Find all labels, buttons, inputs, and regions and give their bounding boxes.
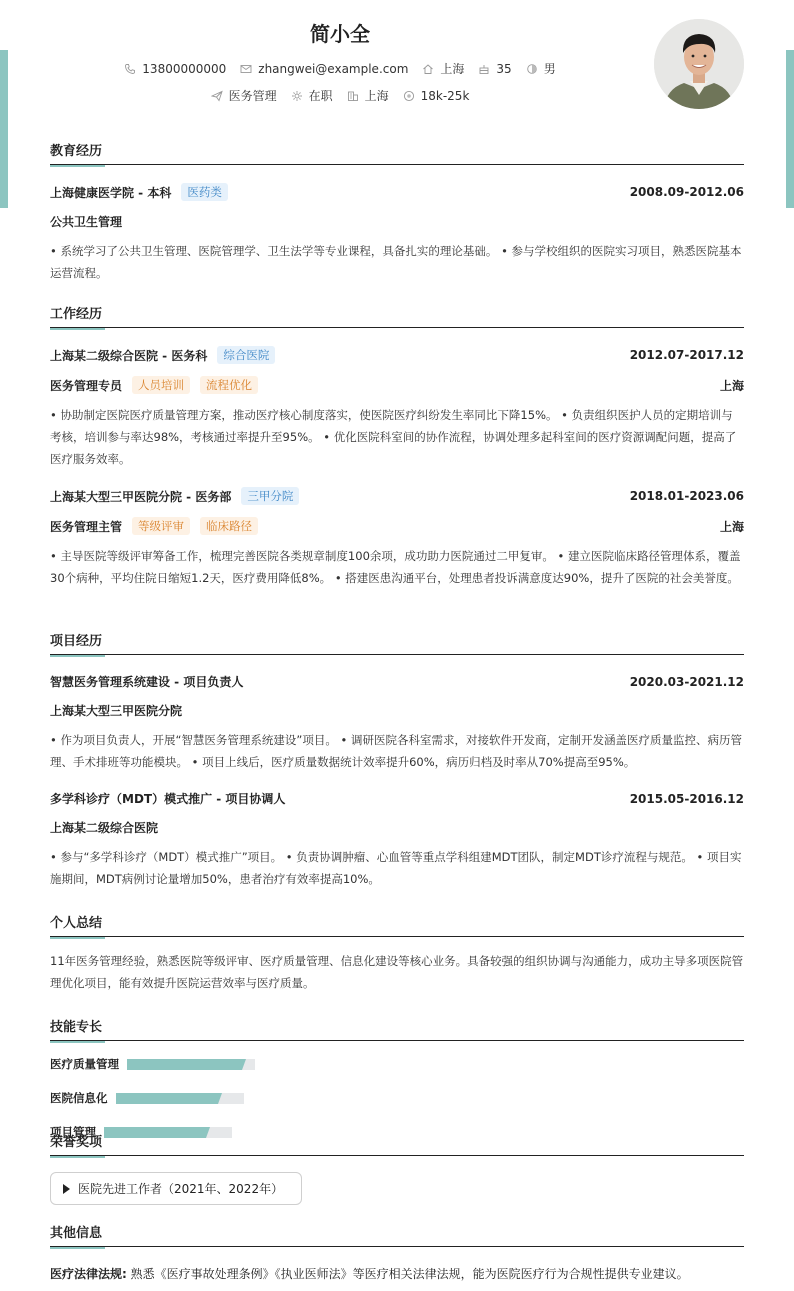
gender-icon	[526, 63, 538, 75]
project-desc: • 作为项目负责人，开展“智慧医务管理系统建设”项目。 • 调研医院各科室需求，对接软件开发商，定制开发涵盖医疗质量监控、病历管理、手术排班等功能模块。 • 项目上线后，医疗质量数据统计效率提升60%，病历归档及时率从70%提高至95%。	[50, 733, 742, 769]
project-org-row	[50, 819, 744, 836]
project-desc: • 参与“多学科诊疗（MDT）模式推广”项目。 • 负责协调肿瘤、心血管等重点学科组建MDT团队，制定MDT诊疗流程与规范。 • 项目实施期间，MDT病例讨论量增加50%，患者治疗有效率提高10%。	[50, 850, 742, 886]
target-city-info	[347, 87, 389, 104]
project-date: 2015.05-2016.12	[629, 791, 744, 806]
work-entry-header	[50, 346, 744, 364]
building-icon	[347, 90, 359, 102]
send-icon	[211, 90, 223, 102]
company-name: 上海某大型三甲医院分院 - 医务部	[50, 489, 232, 504]
contact-row	[0, 60, 680, 77]
skill-name: 医疗质量管理	[50, 1057, 119, 1071]
project-org: 上海某二级综合医院	[50, 821, 159, 835]
role-name: 医务管理专员	[50, 378, 123, 393]
award-text: 医院先进工作者（2021年、2022年）	[78, 1182, 284, 1196]
candidate-name: 简小全	[310, 22, 370, 46]
company-tag: 三甲分院	[241, 487, 299, 505]
summary-section	[50, 912, 744, 994]
project-name: 智慧医务管理系统建设 - 项目负责人	[50, 675, 244, 689]
skill-tag: 等级评审	[132, 517, 190, 535]
section-title-education: 教育经历	[50, 140, 744, 165]
project-section	[50, 630, 744, 890]
awards-section	[50, 1131, 744, 1205]
skill-tag: 人员培训	[132, 376, 190, 394]
accent-bar-right	[786, 50, 794, 208]
skill-item	[50, 1089, 404, 1107]
section-title-work: 工作经历	[50, 303, 744, 328]
work-desc: • 主导医院等级评审筹备工作，梳理完善医院各类规章制度100余项，成功助力医院通过二甲复审。 • 建立医院临床路径管理体系，覆盖30个病种，平均住院日缩短1.2天，医疗费用降低8%。 • 搭建医患沟通平台，处理患者投诉满意度达90%，提升了医院的社会美誉度。	[50, 549, 741, 585]
section-title-skills: 技能专长	[50, 1016, 744, 1041]
skill-name: 医院信息化	[50, 1091, 108, 1105]
city-info	[422, 60, 464, 77]
age-info	[478, 62, 511, 76]
project-header	[50, 673, 744, 690]
other-section	[50, 1222, 744, 1282]
project-date: 2020.03-2021.12	[629, 674, 744, 689]
summary-text: 11年医务管理经验，熟悉医院等级评审、医疗质量管理、信息化建设等核心业务。具备较强的组织协调与沟通能力，成功主导多项医院管理优化项目，能有效提升医院运营效率与医疗质量。	[50, 954, 744, 990]
skill-tag: 流程优化	[200, 376, 258, 394]
work-section	[50, 303, 744, 589]
major-row	[50, 213, 744, 230]
project-org: 上海某大型三甲医院分院	[50, 704, 183, 718]
skill-item	[50, 1055, 404, 1073]
skill-bar-track	[116, 1093, 244, 1104]
other-label: 医疗法律法规:	[50, 1267, 127, 1281]
work-desc: • 协助制定医院医疗质量管理方案，推动医疗核心制度落实，使医院医疗纠纷发生率同比下降15%。 • 负责组织医护人员的定期培训与考核，培训参与率达98%，考核通过率提升至95%。 • 优化医院科室间的协作流程，协调处理多起科室间的医疗资源调配问题，提高了医疗服务效率。	[50, 408, 737, 466]
skill-bar-fill	[116, 1093, 218, 1104]
gender-info	[526, 60, 556, 77]
status-text: 在职	[308, 89, 333, 103]
education-section	[50, 140, 744, 284]
major-name: 公共卫生管理	[50, 215, 123, 229]
work-entry-header	[50, 487, 744, 505]
phone-info	[124, 62, 226, 76]
role-row	[50, 517, 744, 535]
gender-text: 男	[543, 62, 556, 76]
project-header	[50, 790, 744, 807]
salary-info	[403, 89, 470, 103]
work-date: 2012.07-2017.12	[629, 348, 744, 362]
skill-tag: 临床路径	[200, 517, 258, 535]
status-icon	[291, 90, 303, 102]
salary-text: 18k-25k	[420, 88, 470, 103]
work-location: 上海	[719, 378, 744, 393]
position-info	[211, 87, 277, 104]
work-date: 2018.01-2023.06	[629, 489, 744, 503]
status-info	[291, 87, 333, 104]
project-org-row	[50, 702, 744, 719]
company-tag: 综合医院	[217, 346, 275, 364]
skill-bar-fill	[127, 1059, 242, 1070]
school-name: 上海健康医学院 - 本科	[50, 185, 172, 200]
skill-bar-track	[127, 1059, 255, 1070]
home-icon	[422, 63, 434, 75]
intent-row	[0, 87, 680, 104]
section-title-summary: 个人总结	[50, 912, 744, 937]
target-city-text: 上海	[364, 89, 389, 103]
age-icon	[478, 63, 490, 75]
role-name: 医务管理主管	[50, 519, 123, 534]
school-tag: 医药类	[181, 183, 228, 201]
avatar	[654, 19, 744, 109]
email-text: zhangwei@example.com	[258, 61, 409, 76]
salary-icon	[403, 90, 415, 102]
section-title-other: 其他信息	[50, 1222, 744, 1247]
section-title-projects: 项目经历	[50, 630, 744, 655]
phone-text: 13800000000	[142, 61, 227, 76]
skill-name: 项目管理	[50, 1125, 96, 1139]
education-desc: • 系统学习了公共卫生管理、医院管理学、卫生法学等专业课程，具备扎实的理论基础。 • 参与学校组织的医院实习项目，熟悉医院基本运营流程。	[50, 244, 742, 280]
other-info	[50, 1265, 744, 1282]
work-location: 上海	[719, 519, 744, 534]
education-header	[50, 183, 744, 201]
expand-triangle-icon	[63, 1184, 70, 1194]
position-text: 医务管理	[228, 89, 277, 103]
email-info	[240, 62, 408, 76]
education-date: 2008.09-2012.06	[629, 185, 744, 199]
other-text: 熟悉《医疗事故处理条例》《执业医师法》等医疗相关法律法规，能为医院医疗行为合规性提供专业建议。	[130, 1267, 689, 1281]
phone-icon	[124, 63, 136, 75]
role-row	[50, 376, 744, 394]
section-title-awards: 荣誉奖项	[50, 1131, 744, 1156]
city-text: 上海	[440, 62, 465, 76]
project-name: 多学科诊疗（MDT）模式推广 - 项目协调人	[50, 792, 286, 806]
company-name: 上海某二级综合医院 - 医务科	[50, 348, 208, 363]
age-text: 35	[496, 61, 512, 76]
award-item[interactable]	[50, 1172, 302, 1205]
mail-icon	[240, 63, 252, 75]
